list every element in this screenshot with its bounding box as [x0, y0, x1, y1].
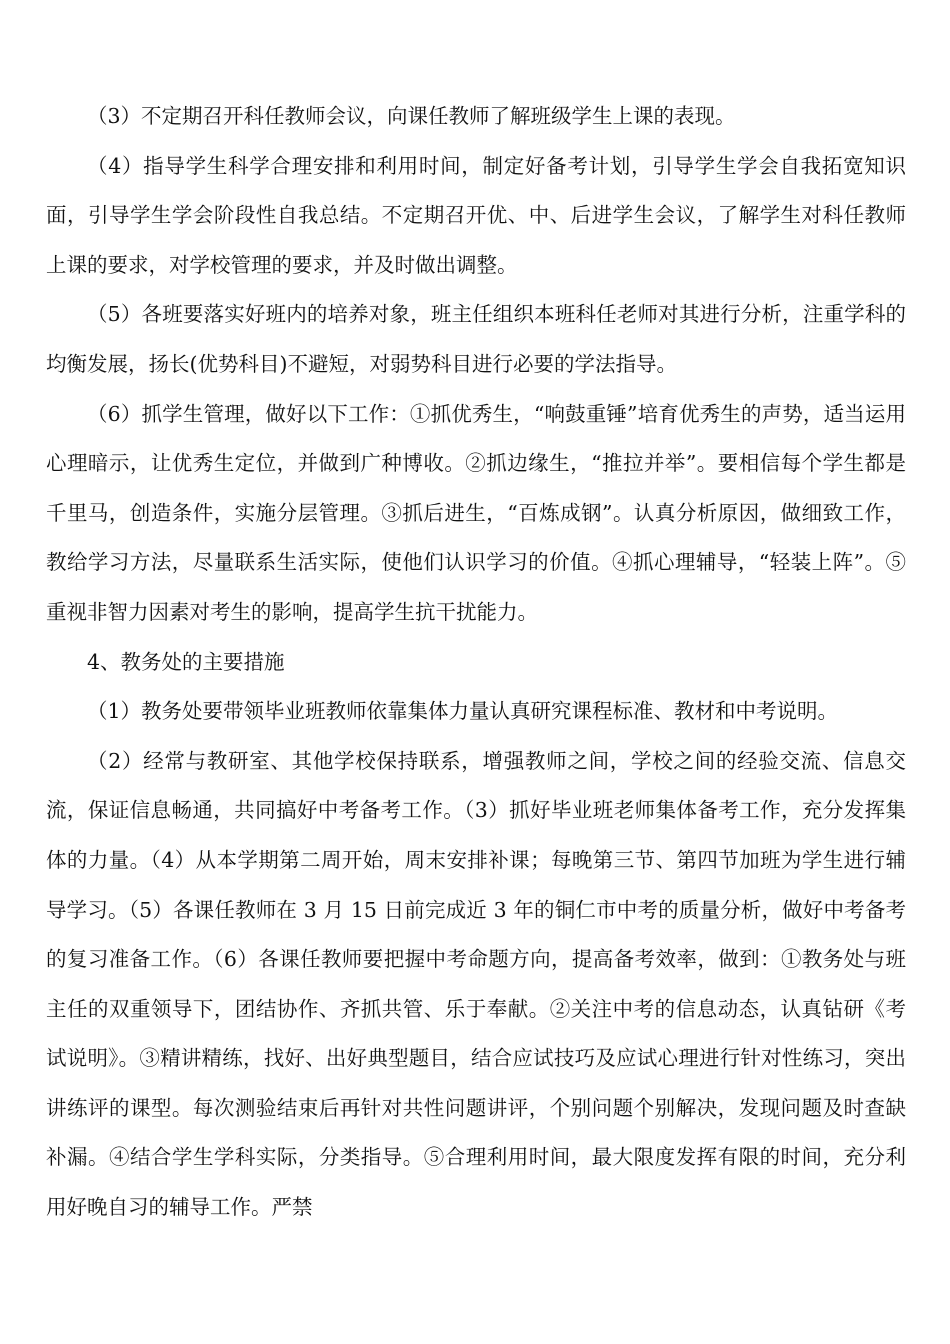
paragraph-exam-preparation: （2）经常与教研室、其他学校保持联系，增强教师之间，学校之间的经验交流、信息交流，保证信息畅通，共同搞好中考备考工作。（3）抓好毕业班老师集体备考工作，充分发挥集体的力量。（4）从本学期第二周开始，周末安排补课；每晚第三节、第四节加班为学生进行辅导学习。（5）各课任教师在 3 月 15 日前完成近 3 年的铜仁市中考的质量分析，做好中考备考的复习准备工作。（6）各课任教师要把握中考命题方向，提高备考效率，做到：①教务处与班主任的双重领导下，团结协作、齐抓共管、乐于奉献。②关注中考的信息动态，认真钻研《考试说明》。③精讲精练，找好、出好典型题目，结合应试技巧及应试心理进行针对性练习，突出讲练评的课型。每次测验结束后再针对共性问题讲评，个别问题个别解决，发现问题及时查缺补漏。④结合学生学科实际，分类指导。⑤合理利用时间，最大限度发挥有限的时间，充分利用好晚自习的辅导工作。严禁 — [46, 748, 906, 1220]
paragraph-curriculum-research: （1）教务处要带领毕业班教师依靠集体力量认真研究课程标准、教材和中考说明。 — [87, 699, 839, 724]
document-page — [46, 92, 906, 1233]
paragraph-class-teacher-meeting: （3）不定期召开科任教师会议，向课任教师了解班级学生上课的表现。 — [87, 104, 736, 128]
section-heading-academic-affairs: 4、教务处的主要措施 — [87, 649, 285, 674]
paragraph-study-planning: （4）指导学生科学合理安排和利用时间，制定好备考计划，引导学生学会自我拓宽知识面，引导学生学会阶段性自我总结。不定期召开优、中、后进学生会议，了解学生对科任教师上课的要求，对学校管理的要求，并及时做出调整。 — [46, 153, 906, 277]
paragraph-student-management: （6）抓学生管理，做好以下工作：①抓优秀生，“响鼓重锤”培育优秀生的声势，适当运用心理暗示，让优秀生定位，并做到广种博收。②抓边缘生，“推拉并举”。要相信每个学生都是千里马，创造条件，实施分层管理。③抓后进生，“百炼成钢”。认真分析原因，做细致工作，教给学习方法，尽量联系生活实际，使他们认识学习的价值。④抓心理辅导，“轻装上阵”。⑤重视非智力因素对考生的影响，提高学生抗干扰能力。 — [46, 401, 906, 624]
paragraph-target-students: （5）各班要落实好班内的培养对象，班主任组织本班科任老师对其进行分析，注重学科的均衡发展，扬长(优势科目)不避短，对弱势科目进行必要的学法指导。 — [46, 302, 906, 376]
